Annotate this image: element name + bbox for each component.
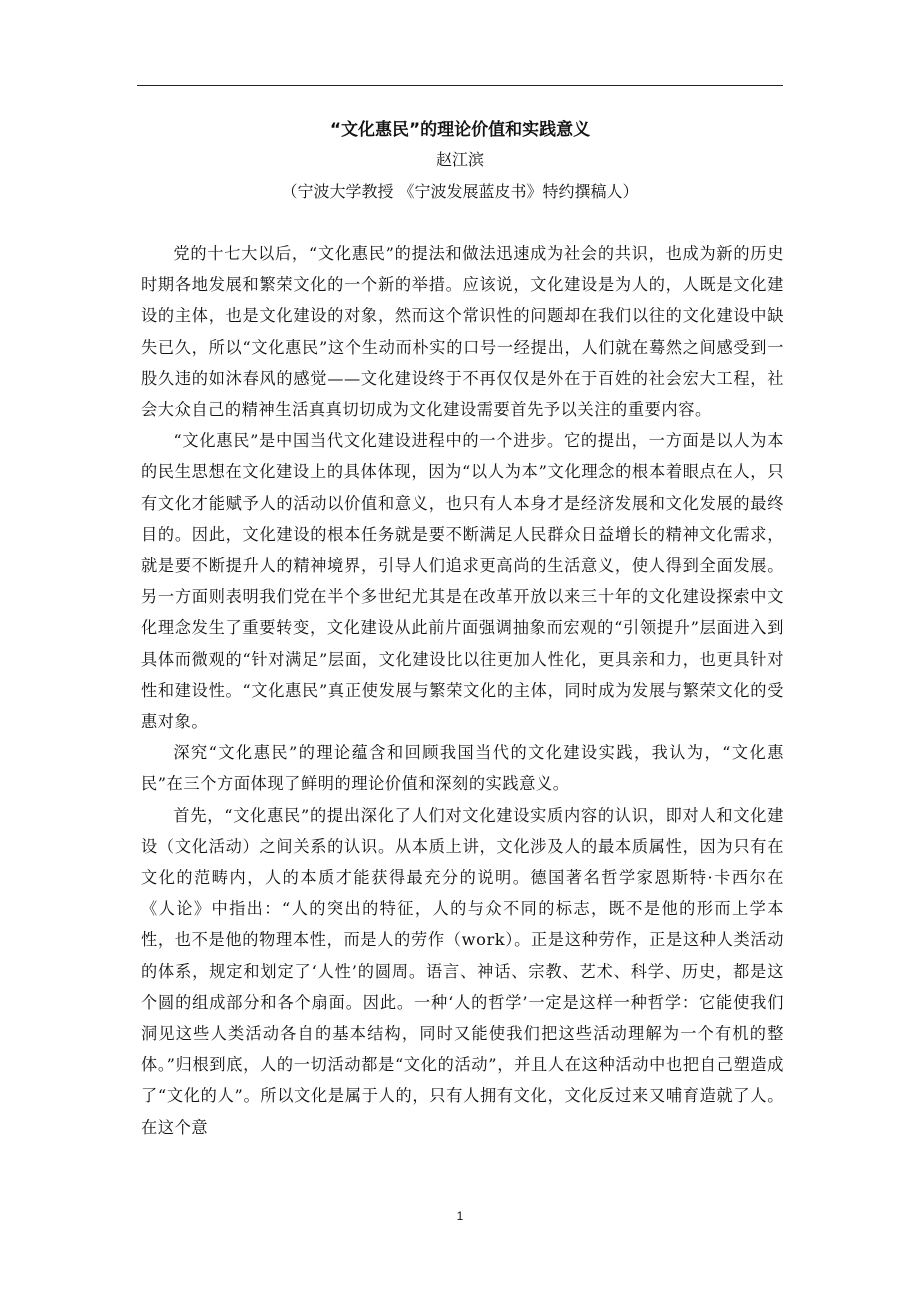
article-body (141, 238, 784, 1143)
header-rule (137, 85, 783, 86)
author-affiliation: （宁波大学教授 《宁波发展蓝皮书》特约撰稿人） (281, 182, 639, 201)
paragraph-2: “文化惠民”是中国当代文化建设进程中的一个进步。它的提出，一方面是以人为本的民生思想在文化建设上的具体体现，因为“以人为本”文化理念的根本着眼点在人，只有文化才能赋予人的活动以价值和意义，也只有人本身才是经济发展和文化发展的最终目的。因此，文化建设的根本任务就是要不断满足人民群众日益增长的精神文化需求，就是要不断提升人的精神境界，引导人们追求更高尚的生活意义，使人得到全面发展。另一方面则表明我们党在半个多世纪尤其是在改革开放以来三十年的文化建设探索中文化理念发生了重要转变，文化建设从此前片面强调抽象而宏观的“引领提升”层面进入到具体而微观的“针对满足”层面，文化建设比以往更加人性化，更具亲和力，也更具针对性和建设性。“文化惠民”真正使发展与繁荣文化的主体，同时成为发展与繁荣文化的受惠对象。 (141, 431, 784, 732)
article-title: “文化惠民”的理论价值和实践意义 (329, 120, 591, 140)
paragraph-4: 首先，“文化惠民”的提出深化了人们对文化建设实质内容的认识，即对人和文化建设（文化活动）之间关系的认识。从本质上讲，文化涉及人的最本质属性，因为只有在文化的范畴内，人的本质才能获得最充分的说明。德国著名哲学家恩斯特·卡西尔在《人论》中指出：“人的突出的特征，人的与众不同的标志，既不是他的形而上学本性，也不是他的物理本性，而是人的劳作（work）。正是这种劳作，正是这种人类活动的体系，规定和划定了‘人性’的圆周。语言、神话、宗教、艺术、科学、历史，都是这个圆的组成部分和各个扇面。因此。一种‘人的哲学’一定是这样一种哲学：它能使我们洞见这些人类活动各自的基本结构，同时又能使我们把这些活动理解为一个有机的整体。”归根到底，人的一切活动都是“文化的活动”，并且人在这种活动中也把自己塑造成了“文化的人”。所以文化是属于人的，只有人拥有文化，文化反过来又哺育造就了人。在这个意 (141, 805, 784, 1137)
paragraph-1: 党的十七大以后，“文化惠民”的提法和做法迅速成为社会的共识，也成为新的历史时期各地发展和繁荣文化的一个新的举措。应该说，文化建设是为人的，人既是文化建设的主体，也是文化建设的对象，然而这个常识性的问题却在我们以往的文化建设中缺失已久，所以“文化惠民”这个生动而朴实的口号一经提出，人们就在蓦然之间感受到一股久违的如沐春风的感觉——文化建设终于不再仅仅是外在于百姓的社会宏大工程，社会大众自己的精神生活真真切切成为文化建设需要首先予以关注的重要内容。 (141, 244, 784, 420)
author-name: 赵江滨 (435, 150, 484, 169)
paragraph-3: 深究“文化惠民”的理论蕴含和回顾我国当代的文化建设实践，我认为，“文化惠民”在三个方面体现了鲜明的理论价值和深刻的实践意义。 (141, 743, 784, 794)
page-number: 1 (456, 1209, 464, 1223)
